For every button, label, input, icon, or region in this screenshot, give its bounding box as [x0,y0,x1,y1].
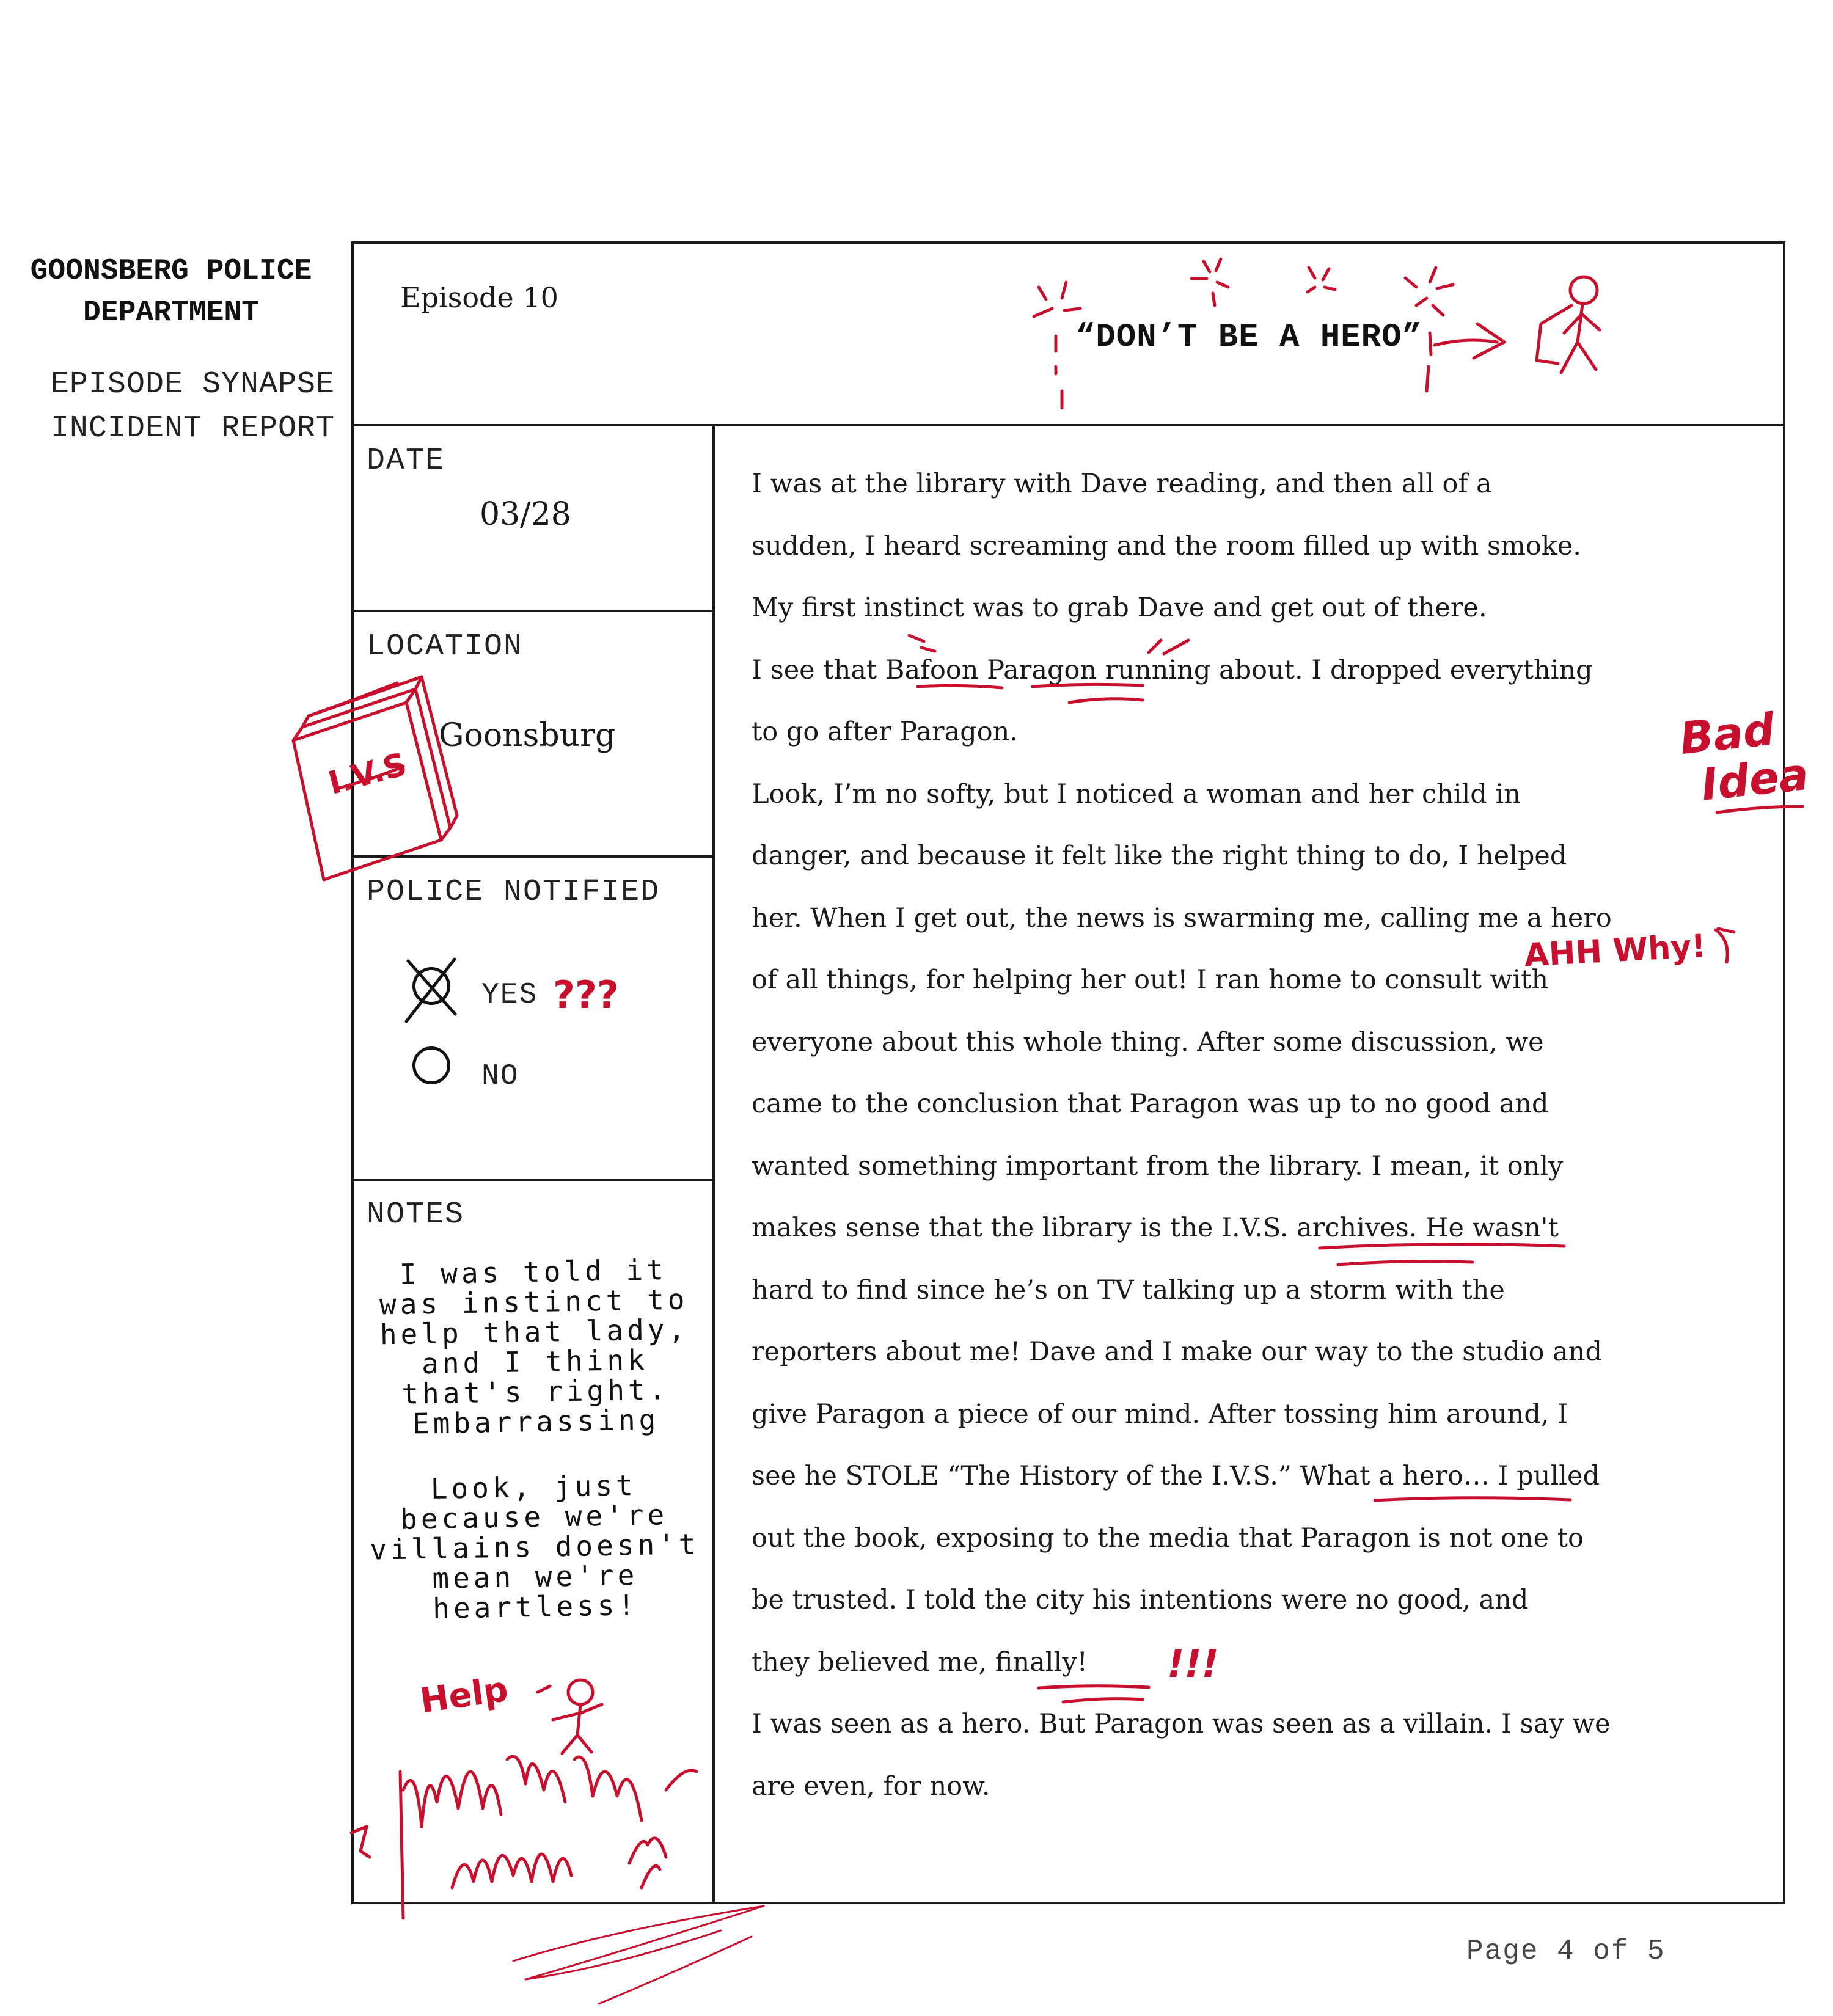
narrative-line: give Paragon a piece of our mind. After tossing him around, I [752,1398,1568,1430]
narrative-line: her. When I get out, the news is swarming me, calling me a hero [752,902,1612,933]
header-divider [351,424,1785,426]
episode-title: “DON’T BE A HERO” [1075,319,1422,356]
bad-idea-line-2: Idea [1699,748,1811,811]
note-line: and I think [421,1343,649,1381]
page-number: Page 4 of 5 [1466,1935,1666,1967]
yes-radio[interactable] [412,967,450,1005]
note-line: heartless! [432,1588,639,1625]
question-marks: ??? [553,973,619,1017]
narrative-line: Look, I’m no softy, but I noticed a woman and her child in [752,778,1521,809]
narrative-line: wanted something important from the library. I mean, it only [752,1150,1564,1181]
location-divider [351,855,714,858]
bad-idea-line-1: Bad [1677,703,1777,765]
narrative-line: I was at the library with Dave reading, and then all of a [752,469,1492,499]
narrative-line: out the book, exposing to the media that Paragon is not one to [752,1522,1584,1554]
location-label: LOCATION [367,629,524,664]
narrative-line: of all things, for helping her out! I ran home to consult with [752,965,1549,995]
note-line: was instinct to [379,1282,689,1321]
narrative-line: are even, for now. [752,1770,990,1802]
episode-number: Episode 10 [400,281,558,314]
narrative-line: hard to find since he’s on TV talking up a storm with the [752,1274,1505,1306]
narrative-line: danger, and because it felt like the right thing to do, I helped [752,841,1567,871]
book-label: I.V.S [324,746,411,802]
narrative-line: to go after Paragon. [752,717,1019,747]
report-type-line-1: EPISODE SYNAPSE [50,367,335,402]
help-note: Help [417,1669,511,1722]
narrative-line: I was seen as a hero. But Paragon was seen as a villain. I say we [752,1709,1611,1739]
narrative-line: reporters about me! Dave and I make our way to the studio and [752,1337,1602,1367]
narrative-line: be trusted. I told the city his intentions were no good, and [752,1585,1529,1615]
narrative-line: everyone about this whole thing. After some discussion, we [752,1026,1544,1057]
scribble-lines [513,1906,764,2004]
note-line: I was told it [399,1253,668,1291]
date-value: 03/28 [480,496,571,533]
police-divider [351,1179,714,1181]
narrative-line: My first instinct was to grab Dave and get out of there. [752,593,1487,623]
narrative-line: see he STOLE “The History of the I.V.S.” What a hero… I pulled [752,1461,1600,1491]
date-label: DATE [367,444,445,478]
no-radio[interactable] [412,1046,450,1084]
notes-label: NOTES [367,1197,465,1232]
column-divider [712,424,715,1904]
department-line-1: GOONSBERG POLICE [30,255,312,288]
incident-narrative [752,453,1766,1817]
department-line-2: DEPARTMENT [82,296,260,329]
narrative-line: makes sense that the library is the I.V.S. archives. He wasn't [752,1213,1559,1243]
narrative-line: I see that Bafoon Paragon running about. I dropped everything [752,654,1593,685]
department-name [0,250,342,334]
ahh-why-note: AHH Why! [1523,928,1707,974]
note-line: Look, just [430,1469,637,1505]
location-value: Goonsburg [439,717,616,754]
note-line: help that lady, [379,1312,689,1351]
report-type-line-2: INCIDENT REPORT [50,411,335,446]
exclamation-marks: !!! [1167,1642,1219,1686]
narrative-line: came to the conclusion that Paragon was up to no good and [752,1089,1549,1119]
no-label: NO [481,1060,519,1093]
date-divider [351,610,714,612]
note-line: Embarrassing [412,1403,660,1441]
note-line: that's right. [401,1373,670,1411]
note-instinct [356,1254,713,1440]
note-line: because we're [400,1498,668,1536]
narrative-line: sudden, I heard screaming and the room filled up with smoke. [752,530,1581,561]
note-line: mean we're [431,1558,638,1595]
note-villains [356,1469,713,1625]
police-notified-label: POLICE NOTIFIED [367,875,660,910]
note-line: villains doesn't [369,1527,700,1566]
narrative-line: they believed me, finally! [752,1646,1088,1678]
report-type [0,363,335,451]
yes-label: YES [481,979,538,1012]
